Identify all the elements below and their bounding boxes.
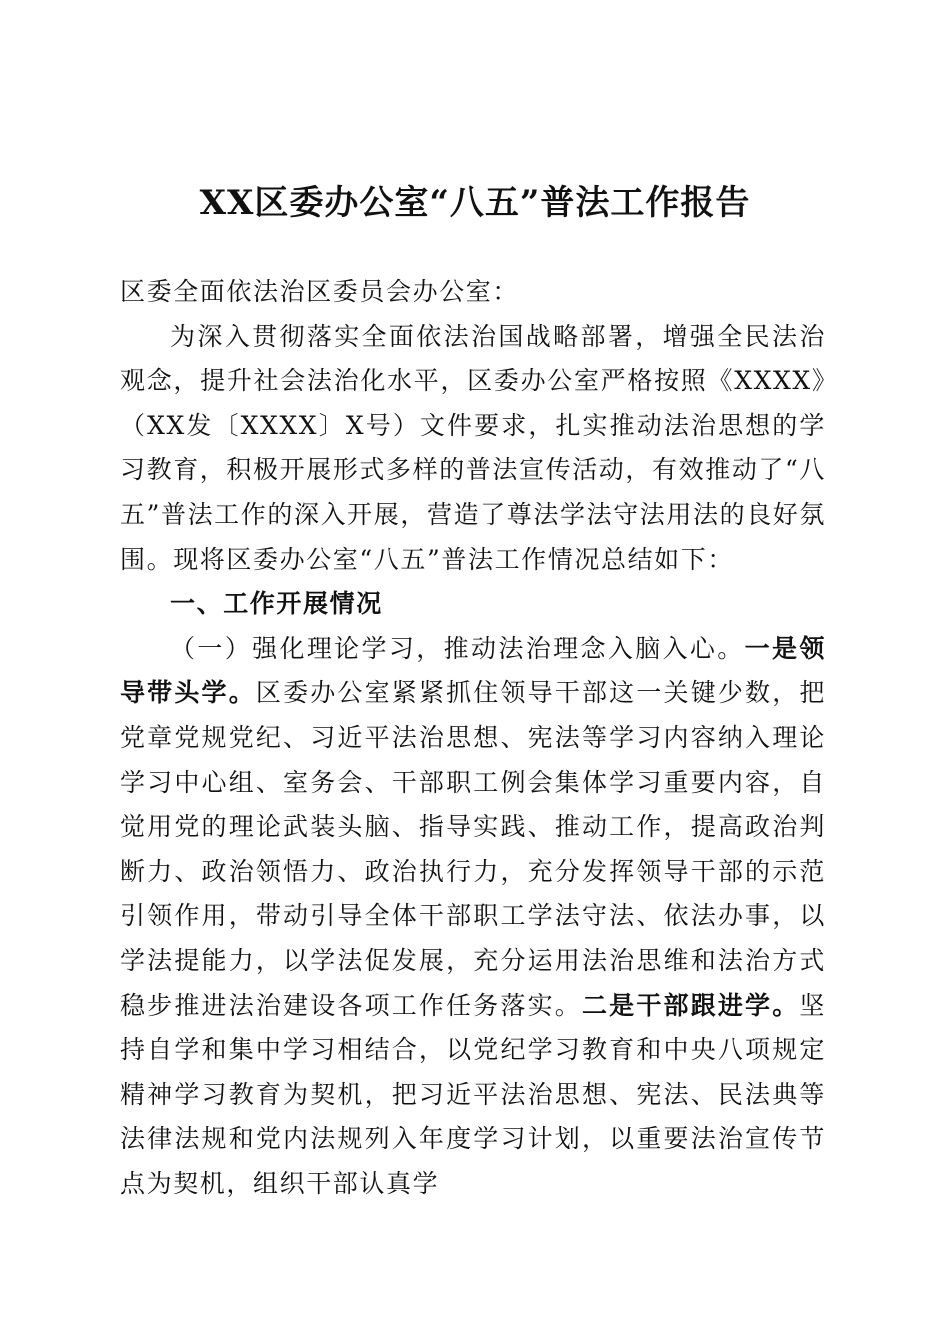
salutation: 区委全面依法治区委员会办公室： xyxy=(120,277,520,306)
point-two-text: 坚持自学和集中学习相结合，以党纪学习教育和中央八项规定精神学习教育为契机，把习近平法治思想、宪法、民法典等法律法规和党内法规列入年度学习计划，以重要法治宣传节点为契机，组织干部认真学 xyxy=(120,990,826,1198)
document-body xyxy=(120,270,826,1206)
subsection-paragraph xyxy=(120,627,826,1207)
point-one-label: 一是领导带头学。 xyxy=(120,633,826,708)
subsection-lead: （一）强化理论学习，推动法治理念入脑入心。 xyxy=(170,633,745,663)
point-one-text: 区委办公室紧紧抓住领导干部这一关键少数，把党章党规党纪、习近平法治思想、宪法等学习内容纳入理论学习中心组、室务会、干部职工例会集体学习重要内容，自觉用党的理论武装头脑、指导实践、推动工作，提高政治判断力、政治领悟力、政治执行力，充分发挥领导干部的示范引领作用，带动引导全体干部职工学法守法、依法办事，以学法提能力，以学法促发展，充分运用法治思维和法治方式稳步推进法治建设各项工作任务落实。 xyxy=(120,678,826,1020)
intro-paragraph: 为深入贯彻落实全面依法治国战略部署，增强全民法治观念，提升社会法治化水平，区委办公室严格按照《XXXX》（XX发〔XXXX〕X号）文件要求，扎实推动法治思想的学习教育，积极开展形式多样的普法宣传活动，有效推动了“八五”普法工作的深入开展，营造了尊法学法守法用法的良好氛围。现将区委办公室“八五”普法工作情况总结如下： xyxy=(120,321,826,574)
document-title: XX区委办公室“八五”普法工作报告 xyxy=(199,183,751,223)
section-heading: 一、工作开展情况 xyxy=(170,589,383,619)
point-two-label: 二是干部跟进学。 xyxy=(581,990,800,1020)
